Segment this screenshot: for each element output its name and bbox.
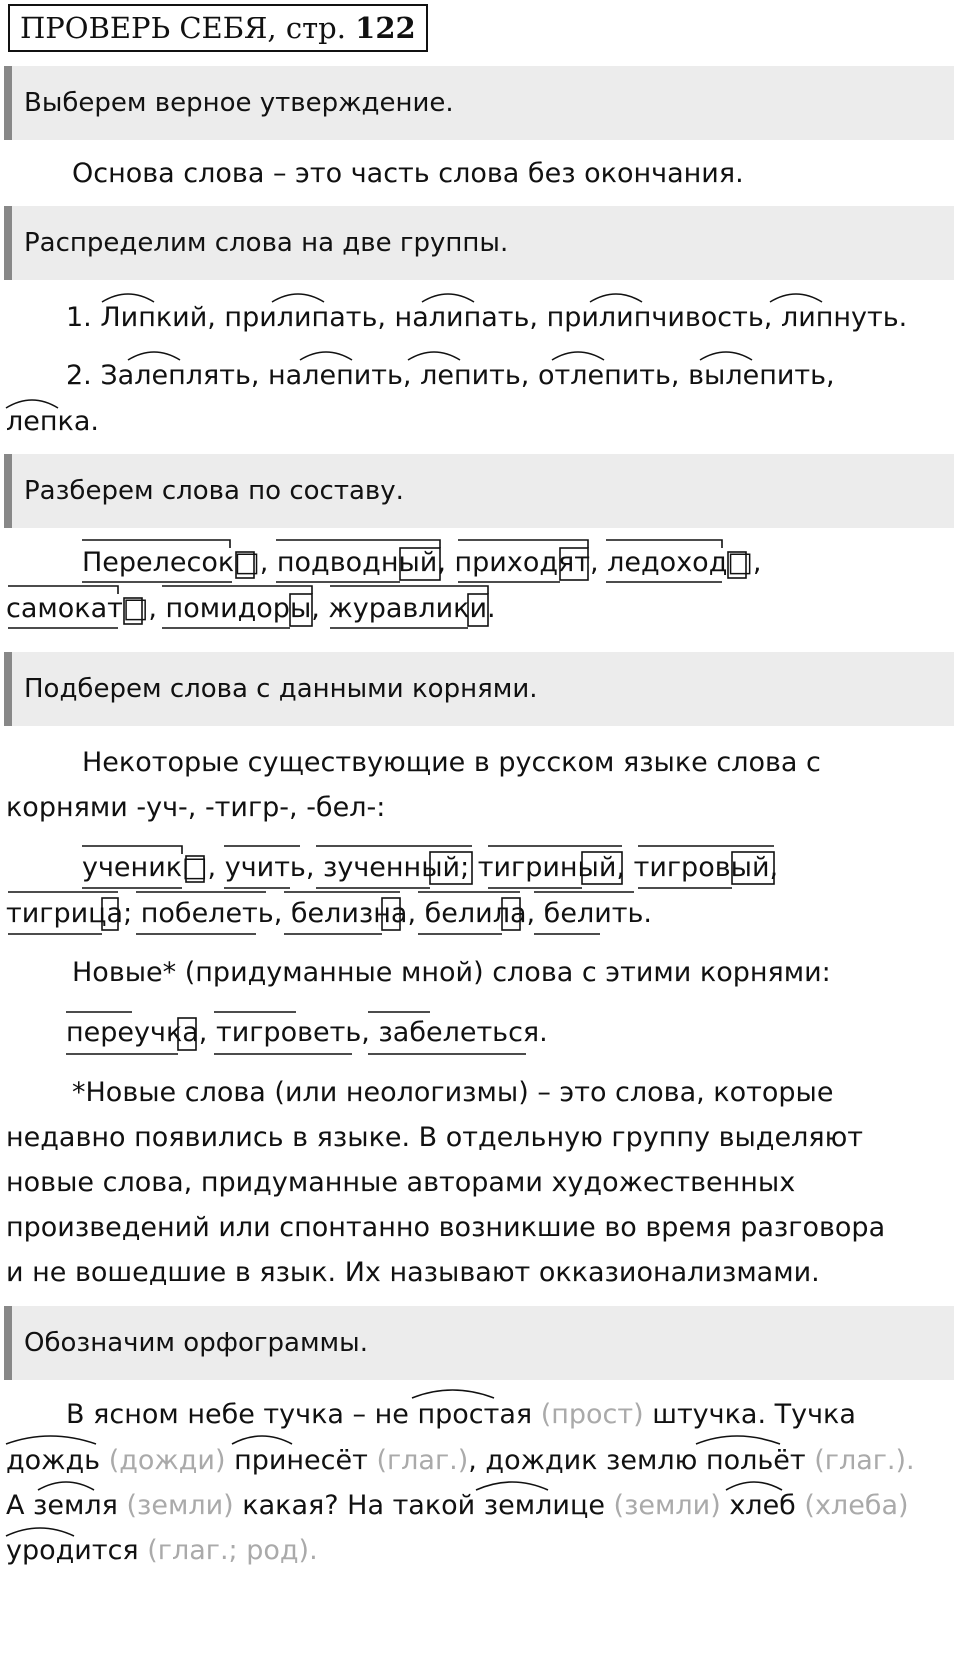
poem-line-3: А земля (земли) какая? На такой землице (земли) хлеб (хлеба) (6, 1490, 909, 1521)
poem-line-2: дождь (дожди) принесёт (глаг.), дождик землю польёт (глаг.). (6, 1445, 915, 1476)
section-heading-1: Выберем верное утверждение. (4, 66, 954, 140)
new-words-intro: Новые* (придуманные мной) слова с этими корнями: (72, 957, 831, 988)
section-heading-4: Подберем слова с данными корнями. (4, 652, 954, 726)
section-heading-3: Разберем слова по составу. (4, 454, 954, 528)
note-line-2: недавно появились в языке. В отдельную группу выделяют (6, 1122, 864, 1153)
statement-text: Основа слова – это часть слова без окончания. (72, 158, 744, 189)
root-words-1: ученик□, учить, зученный; тигриный, тигровый, (82, 852, 779, 883)
section-heading-2: Распределим слова на две группы. (4, 206, 954, 280)
note-line-1: *Новые слова (или неологизмы) – это слова, которые (72, 1077, 834, 1108)
page-title: ПРОВЕРЬ СЕБЯ, стр. 122 (8, 4, 428, 52)
section-heading-5: Обозначим орфограммы. (4, 1306, 954, 1380)
new-words: переучка, тигроветь, забелеться. (66, 1017, 548, 1048)
poem-line-1: В ясном небе тучка – не простая (прост) штучка. Тучка (66, 1399, 856, 1430)
morpheme-words-1: Перелесок□, подводный, приходят, ледоход□, (82, 547, 762, 578)
roots-intro-cont: корнями -уч-, -тигр-, -бел-: (6, 792, 386, 823)
group-2-words: 2. Залеплять, налепить, лепить, отлепить, вылепить, (66, 360, 835, 391)
poem-line-4: уродится (глаг.; род). (6, 1535, 318, 1566)
morpheme-words-2: самокат□, помидоры, журавлики. (6, 593, 496, 624)
group-2-words-cont: лепка. (6, 406, 99, 437)
roots-intro: Некоторые существующие в русском языке слова с (82, 747, 821, 778)
note-line-4: произведений или спонтанно возникшие во время разговора (6, 1212, 886, 1243)
note-line-3: новые слова, придуманные авторами художественных (6, 1167, 796, 1198)
group-1-words: 1. Липкий, прилипать, налипать, прилипчивость, липнуть. (66, 302, 908, 333)
root-words-2: тигрица; побелеть, белизна, белила, белить. (6, 898, 652, 929)
note-line-5: и не вошедшие в язык. Их называют окказионализмами. (6, 1257, 820, 1288)
